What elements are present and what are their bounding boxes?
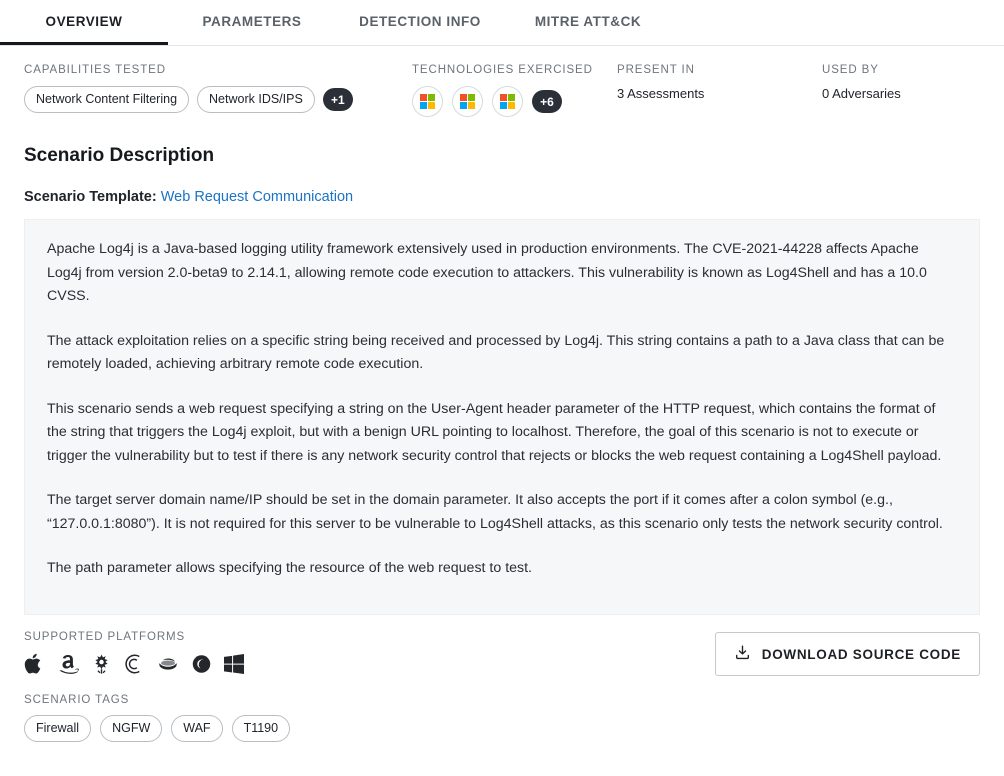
scenario-tag[interactable]: Firewall (24, 715, 91, 742)
scenario-tag[interactable]: T1190 (232, 715, 291, 742)
technologies-icon-list (412, 86, 617, 117)
scenario-tag[interactable]: WAF (171, 715, 222, 742)
tab-detection-info[interactable]: DETECTION INFO (359, 13, 481, 29)
platforms-and-download-row (0, 615, 1004, 676)
scenario-description-heading: Scenario Description (24, 145, 215, 166)
windows-logo-icon[interactable] (452, 86, 483, 117)
amazon-linux-icon (57, 652, 79, 676)
tab-mitre-attack[interactable]: MITRE ATT&CK (534, 13, 642, 29)
scenario-tag-list (24, 715, 980, 742)
capability-chip[interactable]: Network Content Filtering (24, 86, 189, 113)
tab-overview[interactable]: OVERVIEW (0, 0, 168, 45)
windows-logo-icon[interactable] (492, 86, 523, 117)
technologies-exercised-group (412, 64, 617, 117)
used-by-label: USED BY (822, 64, 879, 76)
description-paragraph: This scenario sends a web request specifying a string on the User-Agent header parameter of the HTTP request, which contains the format of the string that triggers the Log4j exploit, but with a benign URL pointing to localhost. Therefore, the goal of this scenario is not to execute or trigger the vulnerability but to test if there is any network security control that rejects or blocks the web request containing a Log4Shell payload. (47, 400, 942, 464)
windows-icon (224, 654, 244, 674)
technologies-exercised-label: TECHNOLOGIES EXERCISED (412, 64, 593, 76)
present-in-label: PRESENT IN (617, 64, 695, 76)
download-icon (734, 644, 751, 664)
scenario-template-label: Scenario Template: (24, 189, 157, 205)
description-paragraph: Apache Log4j is a Java-based logging utility framework extensively used in production environments. The CVE-2021-44228 affects Apache Log4j from version 2.0-beta9 to 2.14.1, allowing remote code execution to attackers. This vulnerability is known as Log4Shell and has a 10.0 CVSS. (47, 241, 927, 304)
debian-icon (191, 653, 212, 675)
centos-icon (124, 653, 145, 675)
capabilities-overflow-badge[interactable]: +1 (323, 88, 353, 111)
scenario-tag[interactable]: NGFW (100, 715, 162, 742)
scenario-description-panel[interactable] (24, 219, 980, 615)
capability-chip[interactable]: Network IDS/IPS (197, 86, 315, 113)
used-by-group (822, 64, 901, 101)
download-source-code-button[interactable] (715, 632, 980, 676)
used-by-value: 0 Adversaries (822, 86, 901, 101)
freebsd-icon (91, 653, 112, 675)
scenario-tags-group (0, 676, 1004, 742)
scenario-tags-label: SCENARIO TAGS (24, 694, 130, 706)
ubuntu-icon (157, 653, 179, 675)
apple-logo-icon (24, 652, 45, 676)
download-source-code-label: DOWNLOAD SOURCE CODE (761, 646, 961, 662)
supported-platforms-label: SUPPORTED PLATFORMS (24, 631, 186, 643)
present-in-group (617, 64, 822, 101)
platform-icon-list (24, 652, 244, 676)
capabilities-chip-list (24, 86, 412, 113)
tab-bar (0, 0, 1004, 46)
supported-platforms-group (24, 631, 244, 676)
description-paragraph: The path parameter allows specifying the resource of the web request to test. (47, 560, 533, 576)
technologies-overflow-badge[interactable]: +6 (532, 90, 562, 113)
scenario-template-link[interactable]: Web Request Communication (160, 189, 354, 205)
capabilities-tested-group (24, 64, 412, 113)
description-paragraph: The target server domain name/IP should be set in the domain parameter. It also accepts the port if it comes after a colon symbol (e.g., “127.0.0.1:8080”). It is not required for this server to be vulnerable to Log4Shell attacks, as this scenario only tests the network security control. (47, 492, 943, 532)
capabilities-tested-label: CAPABILITIES TESTED (24, 64, 166, 76)
description-paragraph: The attack exploitation relies on a specific string being received and processed by Log4j. This string contains a path to a Java class that can be remotely loaded, achieving arbitrary remote code execution. (47, 332, 945, 372)
present-in-assessments-link[interactable]: 3 Assessments (617, 86, 705, 101)
metadata-row (0, 46, 1004, 117)
tab-parameters[interactable]: PARAMETERS (202, 13, 302, 29)
scenario-template-line (24, 189, 980, 205)
windows-logo-icon[interactable] (412, 86, 443, 117)
